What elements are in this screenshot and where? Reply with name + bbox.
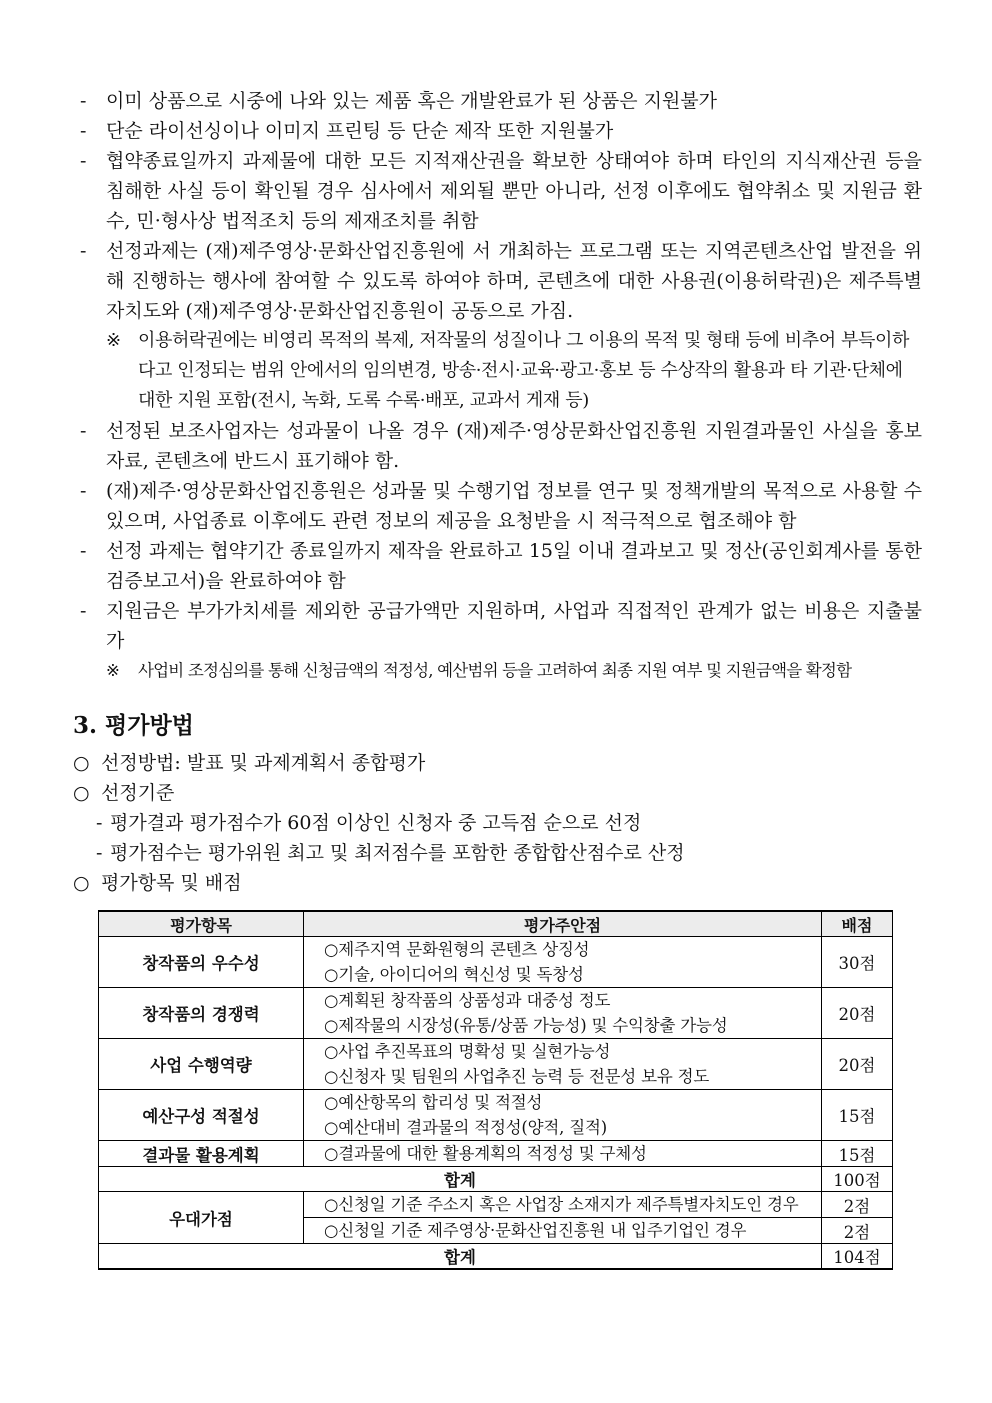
bonus-point: ○신청일 기준 제주영상·문화산업진흥원 내 입주기업인 경우 — [304, 1218, 822, 1244]
header-category: 평가항목 — [99, 911, 304, 937]
subtotal-score: 100점 — [822, 1167, 893, 1192]
row-points: ○제주지역 문화원형의 콘텐츠 상징성 ○기술, 아이디어의 혁신성 및 독창성 — [304, 937, 822, 988]
evaluation-table — [98, 910, 893, 1270]
bonus-score: 2점 — [822, 1218, 893, 1244]
row-score: 20점 — [822, 1039, 893, 1090]
bonus-point: ○신청일 기준 주소지 혹은 사업장 소재지가 제주특별자치도인 경우 — [304, 1192, 822, 1218]
bullet-not-eligible: - 이미 상품으로 시중에 나와 있는 제품 혹은 개발완료가 된 상품은 지원불가 — [80, 90, 718, 112]
row-category: 창작품의 우수성 — [99, 937, 304, 988]
row-category: 창작품의 경쟁력 — [99, 988, 304, 1039]
row-points: ○예산항목의 합리성 및 적절성 ○예산대비 결과물의 적정성(양적, 질적) — [304, 1090, 822, 1141]
total-row — [99, 1244, 893, 1270]
row-score: 15점 — [822, 1141, 893, 1167]
header-score: 배점 — [822, 911, 893, 937]
bullet-ip-rights: - 협약종료일까지 과제물에 대한 모든 지적재산권을 확보한 상태여야 하며 타인의 지식재산권 등을 침해한 사실 등이 확인될 경우 심사에서 제외될 뿐만 아니라, 선정 이후에도 협약취소 및 지원금 환수, 민·형사상 법적조치 등의 제재조치를 취함 — [80, 150, 922, 232]
bullet-info-usage: - (재)제주·영상문화산업진흥원은 성과물 및 수행기업 정보를 연구 및 정책개발의 목적으로 사용할 수 있으며, 사업종료 이후에도 관련 정보의 제공을 요청받을 시 적극적으로 협조해야 함 — [80, 480, 922, 532]
bonus-score: 2점 — [822, 1192, 893, 1218]
table-row — [99, 1039, 893, 1090]
row-score: 30점 — [822, 937, 893, 988]
selection-criteria-label: ○ 선정기준 — [73, 782, 175, 804]
table-row — [99, 1090, 893, 1141]
row-points: ○사업 추진목표의 명확성 및 실현가능성 ○신청자 및 팀원의 사업추진 능력 등 전문성 보유 정도 — [304, 1039, 822, 1090]
table-row — [99, 1141, 893, 1167]
bullet-completion: - 선정 과제는 협약기간 종료일까지 제작을 완료하고 15일 이내 결과보고 및 정산(공인회계사를 통한 검증보고서)을 완료하여야 함 — [80, 540, 922, 592]
note-budget-review: ※ 사업비 조정심의를 통해 신청금액의 적정성, 예산범위 등을 고려하여 최종 지원 여부 및 지원금액을 확정함 — [106, 661, 852, 680]
document-body — [73, 86, 922, 898]
bonus-row — [99, 1192, 893, 1218]
note-usage-license: ※ 이용허락권에는 비영리 목적의 복제, 저작물의 성질이나 그 이용의 목적 및 형태 등에 비추어 부득이하다고 인정되는 범위 안에서의 임의변경, 방송·전시·교육·광고·홍보 등 수상작의 활용과 타 기관·단체에 대한 지원 포함(전시, 녹화, 도록 수록·배포, 교과서 게재 등) — [106, 330, 910, 411]
selection-method: ○ 선정방법: 발표 및 과제계획서 종합평가 — [73, 752, 426, 774]
table-row — [99, 937, 893, 988]
row-score: 15점 — [822, 1090, 893, 1141]
subtotal-row — [99, 1167, 893, 1192]
bullet-attribution: - 선정된 보조사업자는 성과물이 나올 경우 (재)제주·영상문화산업진흥원 지원결과물인 사실을 홍보자료, 콘텐츠에 반드시 표기해야 함. — [80, 420, 922, 472]
section-title: 3. 평가방법 — [73, 712, 194, 739]
subtotal-label: 합계 — [99, 1167, 822, 1192]
criteria-item: - 평가결과 평가점수가 60점 이상인 신청자 중 고득점 순으로 선정 — [96, 812, 642, 834]
row-category: 사업 수행역량 — [99, 1039, 304, 1090]
evaluation-items-label: ○ 평가항목 및 배점 — [73, 872, 242, 894]
row-points: ○결과물에 대한 활용계획의 적정성 및 구체성 — [304, 1141, 822, 1167]
row-category: 결과물 활용계획 — [99, 1141, 304, 1167]
bullet-usage-rights: - 선정과제는 (재)제주영상·문화산업진흥원에 서 개최하는 프로그램 또는 지역콘텐츠산업 발전을 위해 진행하는 행사에 참여할 수 있도록 하여야 하며, 콘텐츠에 대한 사용권(이용허락권)은 제주특별자치도와 (재)제주영상·문화산업진흥원이 공동으로 가짐. — [80, 240, 922, 322]
criteria-item: - 평가점수는 평가위원 최고 및 최저점수를 포함한 종합합산점수로 산정 — [96, 842, 685, 864]
table-row — [99, 988, 893, 1039]
row-score: 20점 — [822, 988, 893, 1039]
table-header-row — [99, 911, 893, 937]
header-focus: 평가주안점 — [304, 911, 822, 937]
bonus-category: 우대가점 — [99, 1192, 304, 1244]
bullet-funding: - 지원금은 부가가치세를 제외한 공급가액만 지원하며, 사업과 직접적인 관계가 없는 비용은 지출불가 — [80, 600, 922, 652]
total-label: 합계 — [99, 1244, 822, 1270]
bullet-simple-production: - 단순 라이선싱이나 이미지 프린팅 등 단순 제작 또한 지원불가 — [80, 120, 614, 142]
row-category: 예산구성 적절성 — [99, 1090, 304, 1141]
total-score: 104점 — [822, 1244, 893, 1270]
row-points: ○계획된 창작품의 상품성과 대중성 정도 ○제작물의 시장성(유통/상품 가능성) 및 수익창출 가능성 — [304, 988, 822, 1039]
